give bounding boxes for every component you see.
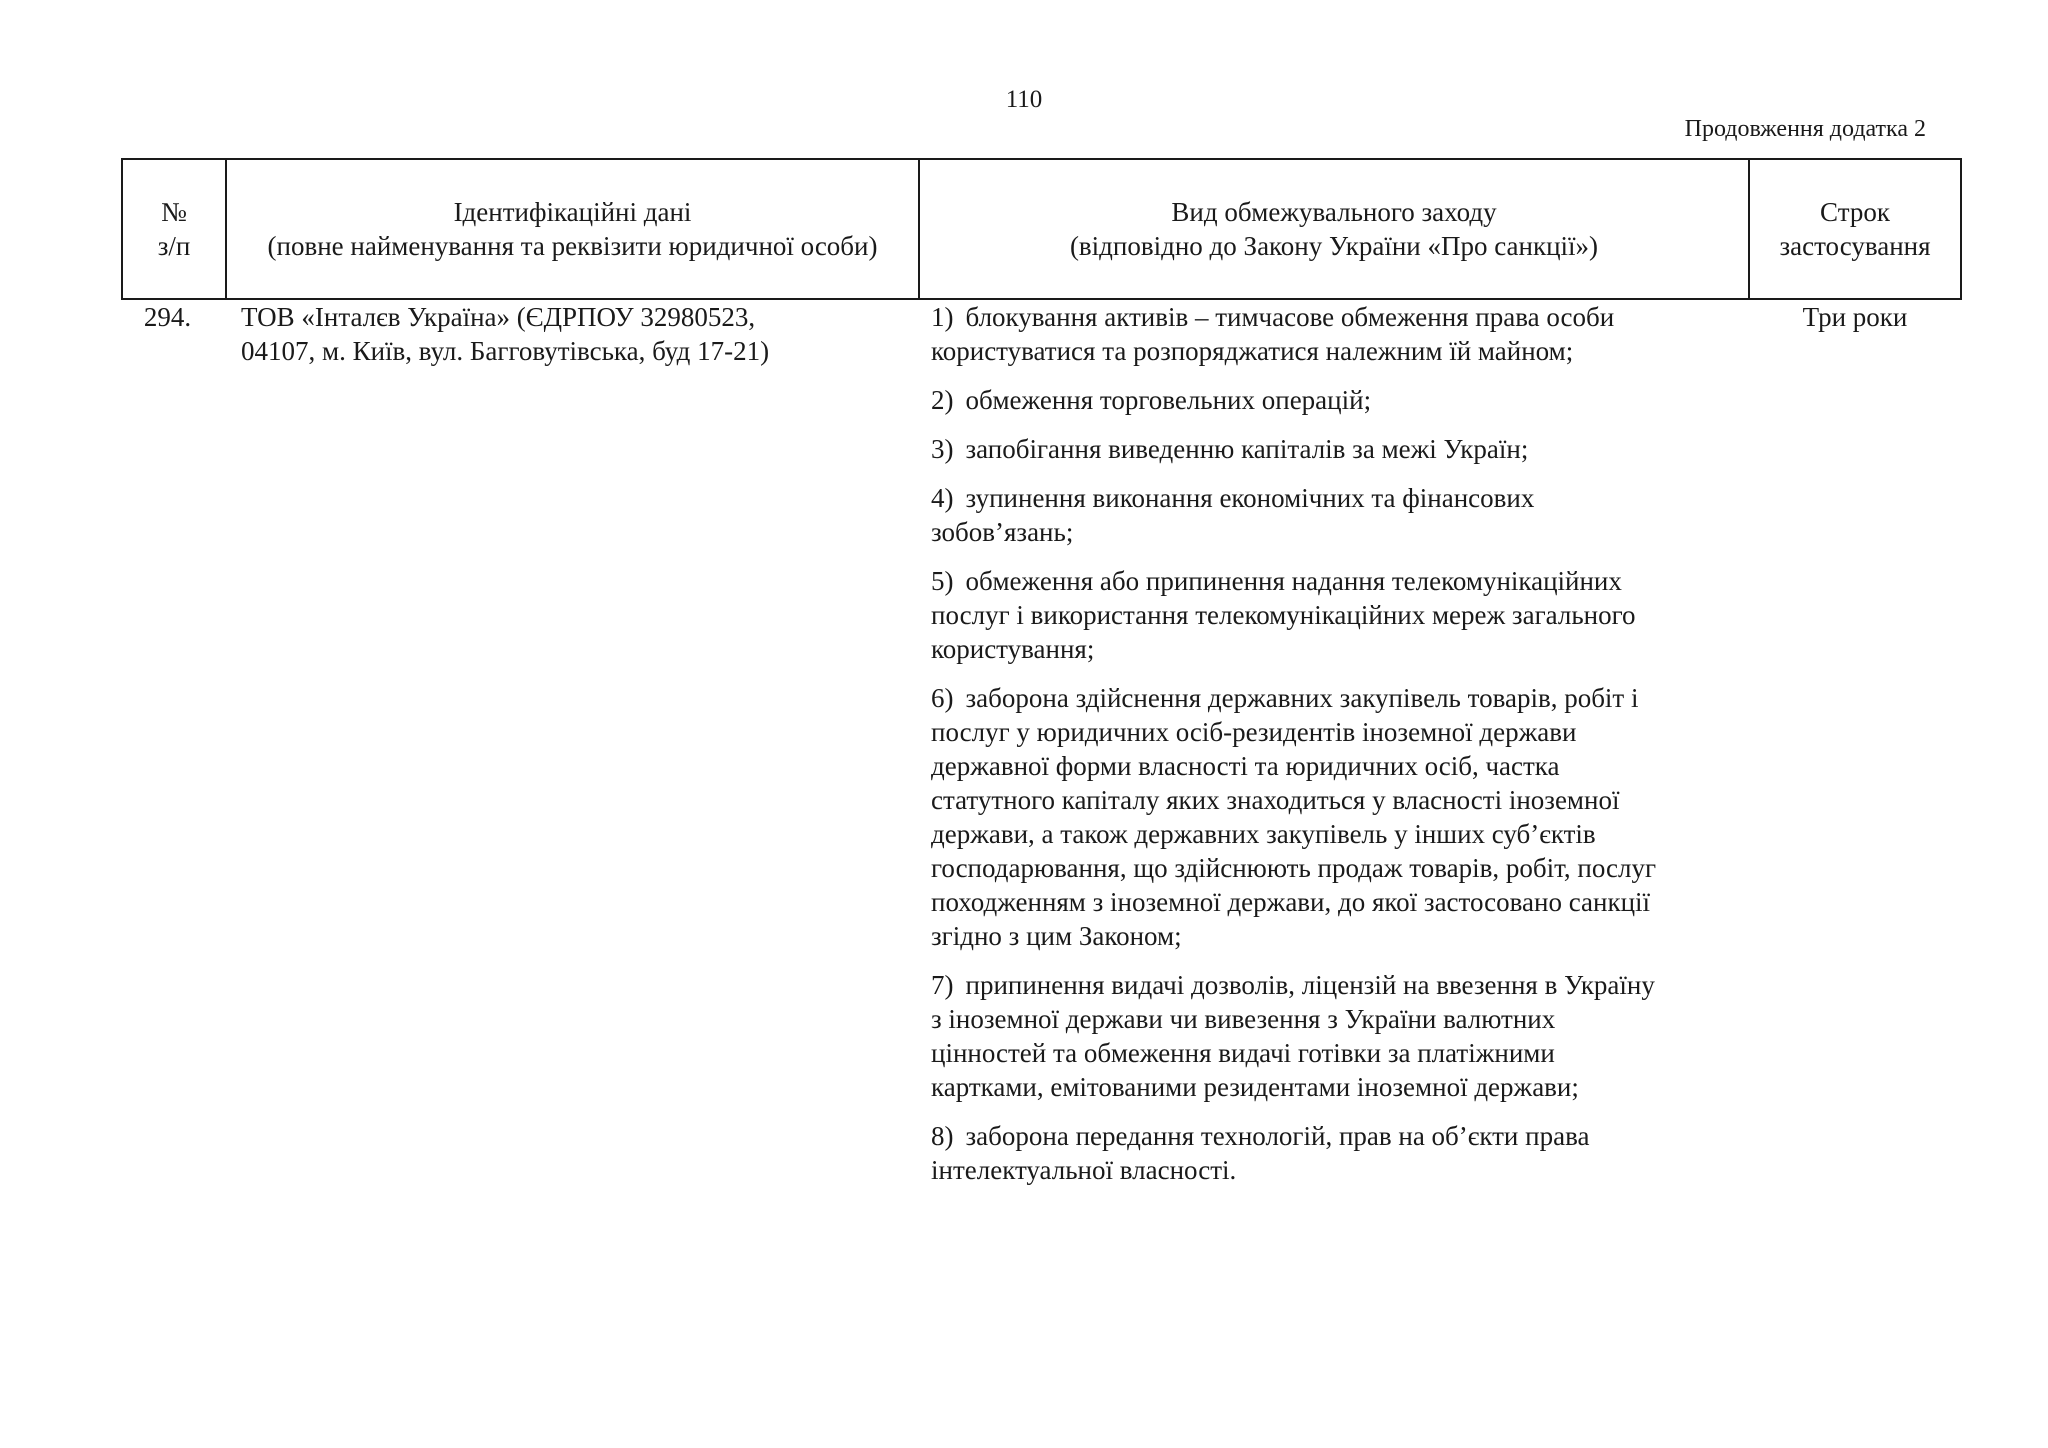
header-identification-line-2: (повне найменування та реквізити юридичної особи): [267, 231, 878, 261]
header-measure-line-1: Вид обмежувального заходу: [1171, 197, 1497, 227]
header-number: [122, 159, 226, 299]
row-measures: [919, 299, 1749, 1203]
measure-line: походженням з іноземної держави, до якої застосовано санкції: [931, 887, 1651, 917]
measure-line: користуватися та розпоряджатися належним їй майном;: [931, 336, 1574, 366]
header-term: [1749, 159, 1961, 299]
continuation-label: Продовження додатка 2: [1684, 116, 1926, 142]
measure-item: [931, 481, 1737, 549]
measure-item: [931, 383, 1737, 417]
measure-line: [931, 564, 1737, 598]
measure-number: 5): [931, 566, 954, 596]
row-number: 294.: [143, 302, 192, 332]
header-term-line-2: застосування: [1779, 231, 1931, 261]
measure-item: [931, 1119, 1737, 1187]
table-header-row: [122, 159, 1961, 299]
measure-text: заборона передання технологій, прав на об’єкти права: [965, 1121, 1590, 1151]
measure-number: 2): [931, 385, 954, 415]
row-term: Три роки: [1802, 302, 1908, 332]
measure-line: згідно з цим Законом;: [931, 921, 1182, 951]
header-identification: [226, 159, 919, 299]
measure-line: господарювання, що здійснюють продаж товарів, робіт, послуг: [931, 853, 1657, 883]
measure-line: послуг у юридичних осіб-резидентів іноземної держави: [931, 717, 1577, 747]
measure-number: 1): [931, 302, 954, 332]
measure-line: статутного капіталу яких знаходиться у власності іноземної: [931, 785, 1620, 815]
measure-line: [931, 300, 1737, 334]
measure-number: 3): [931, 434, 954, 464]
measure-text: заборона здійснення державних закупівель товарів, робіт і: [965, 683, 1639, 713]
measure-line: [931, 968, 1737, 1002]
measure-line: користування;: [931, 634, 1095, 664]
row-identification: [226, 299, 919, 1203]
measure-number: 7): [931, 970, 954, 1000]
table-row: [122, 299, 1961, 1203]
measure-line: картками, емітованими резидентами іноземної держави;: [931, 1072, 1579, 1102]
measure-number: 6): [931, 683, 954, 713]
measure-line: [931, 1119, 1737, 1153]
measure-item: [931, 681, 1737, 953]
measure-line: [931, 432, 1737, 466]
header-number-line-2: з/п: [157, 231, 191, 261]
header-measure-type: [919, 159, 1749, 299]
page-number: 110: [1005, 86, 1043, 113]
measure-item: [931, 300, 1737, 368]
identification-line: ТОВ «Інталєв Україна» (ЄДРПОУ 32980523,: [241, 302, 756, 332]
header-measure-line-2: (відповідно до Закону України «Про санкції»): [1069, 231, 1599, 261]
measure-text: обмеження торговельних операцій;: [965, 385, 1372, 415]
measure-line: послуг і використання телекомунікаційних мереж загального: [931, 600, 1636, 630]
measure-line: [931, 681, 1737, 715]
measure-text: припинення видачі дозволів, ліцензій на ввезення в Україну: [965, 970, 1655, 1000]
measure-item: [931, 432, 1737, 466]
measure-item: [931, 968, 1737, 1104]
measure-line: інтелектуальної власності.: [931, 1155, 1237, 1185]
measure-line: державної форми власності та юридичних осіб, частка: [931, 751, 1560, 781]
measure-item: [931, 564, 1737, 666]
measure-text: блокування активів – тимчасове обмеження права особи: [965, 302, 1615, 332]
measure-number: 8): [931, 1121, 954, 1151]
sanctions-table: [121, 158, 1962, 1203]
measure-line: держави, а також державних закупівель у інших суб’єктів: [931, 819, 1596, 849]
measure-text: запобігання виведенню капіталів за межі Україн;: [965, 434, 1529, 464]
measure-line: з іноземної держави чи вивезення з України валютних: [931, 1004, 1556, 1034]
measure-line: [931, 383, 1737, 417]
header-number-line-1: №: [161, 197, 187, 227]
measure-number: 4): [931, 483, 954, 513]
measure-text: зупинення виконання економічних та фінансових: [965, 483, 1535, 513]
identification-line: 04107, м. Київ, вул. Багговутівська, буд 17-21): [241, 336, 770, 366]
header-identification-line-1: Ідентифікаційні дані: [453, 197, 692, 227]
measure-line: [931, 481, 1737, 515]
measure-line: зобов’язань;: [931, 517, 1074, 547]
header-term-line-1: Строк: [1820, 197, 1890, 227]
measure-line: цінностей та обмеження видачі готівки за платіжними: [931, 1038, 1555, 1068]
measure-text: обмеження або припинення надання телекомунікаційних: [965, 566, 1622, 596]
